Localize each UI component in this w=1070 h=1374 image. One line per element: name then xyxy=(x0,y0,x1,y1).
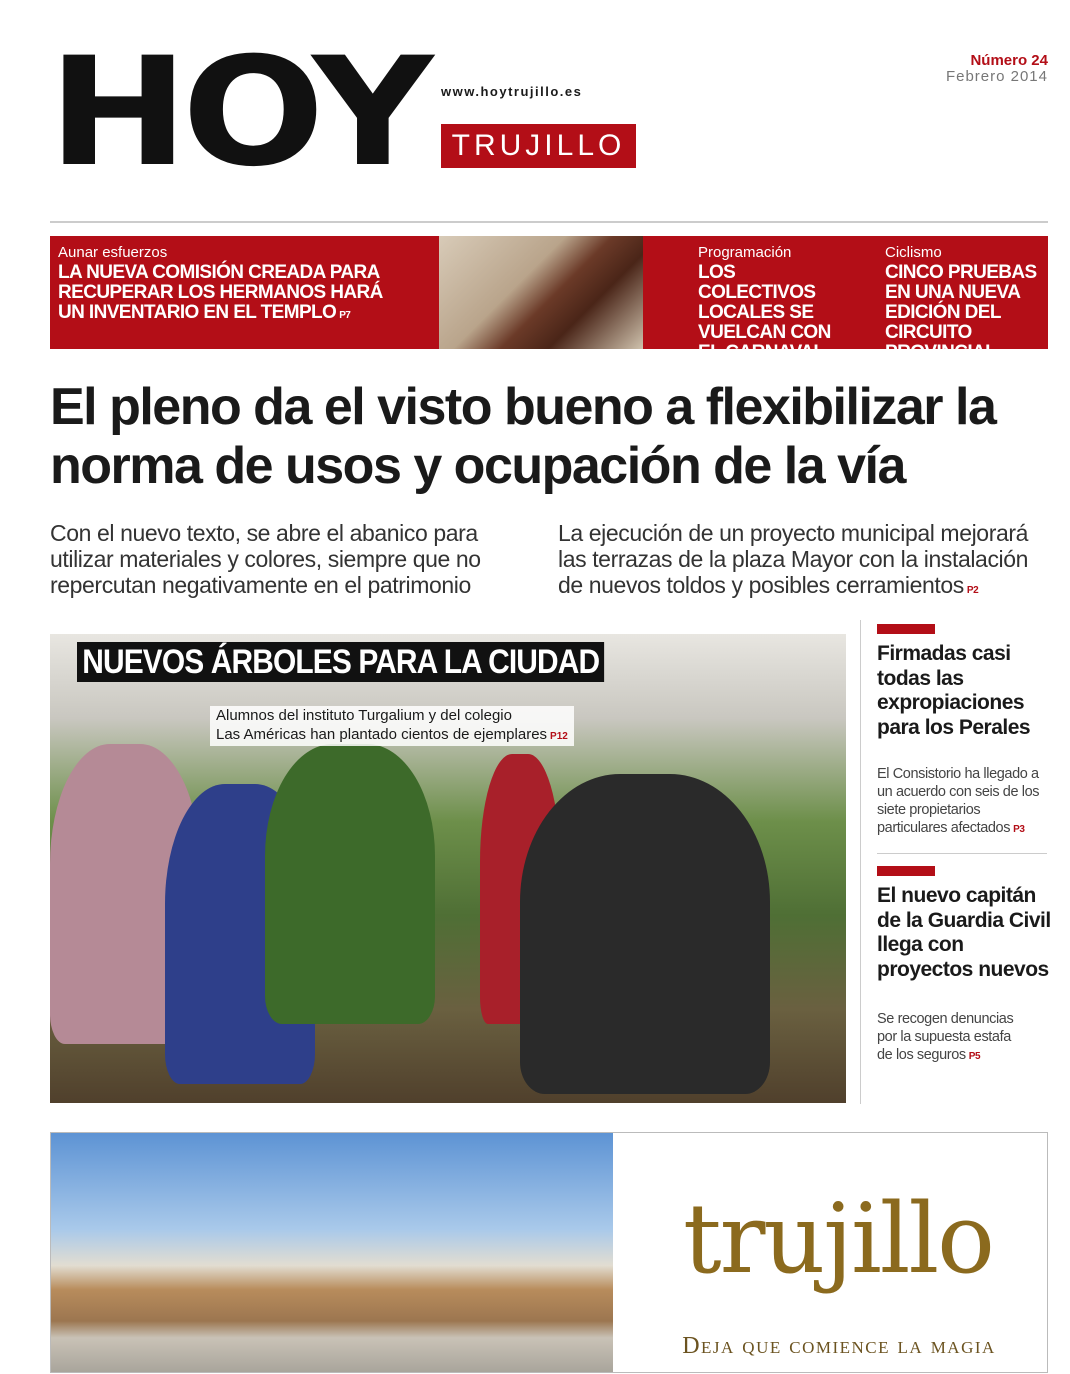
lead-headline[interactable]: El pleno da el visto bueno a flexibilizar la norma de usos y ocupación de la vía xyxy=(50,378,996,495)
piano-photo xyxy=(439,236,643,349)
sidebar-story-2[interactable] xyxy=(877,866,1052,1066)
teaser-1[interactable] xyxy=(58,243,398,326)
website-url[interactable]: www.hoytrujillo.es xyxy=(441,84,583,99)
story-summary: El Consistorio ha llegado a un acuerdo con seis de los siete propietarios particulares afectados P3 xyxy=(877,766,1040,836)
deck-text: La ejecución de un proyecto municipal mejorará las terrazas de la plaza Mayor con la instalación de nuevos toldos y posibles cerramientos xyxy=(558,520,1029,598)
sidebar-story-1[interactable] xyxy=(877,624,1052,839)
page-ref: P3 xyxy=(1013,824,1025,835)
story-headline: El nuevo capitán de la Guardia Civil llega con proyectos nuevos xyxy=(877,884,1051,981)
tourism-advertisement[interactable] xyxy=(50,1132,1048,1373)
page-ref: P15 xyxy=(999,350,1016,361)
issue-number: Número 24 xyxy=(970,52,1048,69)
page-ref: P7 xyxy=(339,310,351,321)
story-headline: Firmadas casi todas las expropiaciones para los Perales xyxy=(877,642,1031,739)
ad-slogan: Deja que comience la magia xyxy=(682,1333,996,1359)
trujillo-logo: trujillo xyxy=(683,1183,993,1295)
page-ref: P12 xyxy=(550,731,568,742)
caption-line: Alumnos del instituto Turgalium y del colegio xyxy=(216,707,512,724)
divider xyxy=(50,221,1048,223)
teaser-headline: CINCO PRUEBAS EN UNA NUEVA EDICIÓN DEL CIRCUITO PROVINCIAL xyxy=(885,262,1037,363)
teaser-2[interactable] xyxy=(698,243,848,366)
page-ref: P13 xyxy=(827,350,844,361)
teaser-kicker: Ciclismo xyxy=(885,244,942,261)
lead-deck-right xyxy=(558,520,1053,604)
photo-title: NUEVOS ÁRBOLES PARA LA CIUDAD xyxy=(77,642,605,682)
issue-info xyxy=(946,53,1048,85)
teaser-kicker: Aunar esfuerzos xyxy=(58,244,168,261)
lead-deck-left: Con el nuevo texto, se abre el abanico para utilizar materiales y colores, siempre que no repercutan negativamente en el patrimonio xyxy=(50,520,481,598)
issue-date: Febrero 2014 xyxy=(945,68,1048,85)
teaser-3[interactable] xyxy=(885,243,1050,366)
teaser-kicker: Programación xyxy=(698,244,792,261)
caption-line: Las Américas han plantado cientos de ejemplares xyxy=(216,726,548,743)
teaser-strip xyxy=(50,236,1048,363)
column-divider xyxy=(860,620,861,1104)
page-ref: P2 xyxy=(966,585,979,596)
accent-bar xyxy=(877,624,935,634)
page-ref: P5 xyxy=(968,1051,981,1062)
story-summary: Se recogen denuncias por la supuesta estafa de los seguros P5 xyxy=(877,1011,1014,1063)
edition-badge: TRUJILLO xyxy=(441,124,636,168)
teaser-headline: LOS COLECTIVOS LOCALES SE VUELCAN CON EL CARNAVAL xyxy=(698,262,831,363)
divider xyxy=(877,853,1047,854)
teaser-headline: LA NUEVA COMISIÓN CREADA PARA RECUPERAR LOS HERMANOS HARÁ UN INVENTARIO EN EL TEMPLO xyxy=(58,262,383,323)
accent-bar xyxy=(877,866,935,876)
tree-planting-photo xyxy=(50,634,846,1103)
photo-caption xyxy=(210,706,574,746)
plaza-mayor-photo xyxy=(51,1133,613,1373)
masthead-logo: HOY xyxy=(48,26,427,200)
